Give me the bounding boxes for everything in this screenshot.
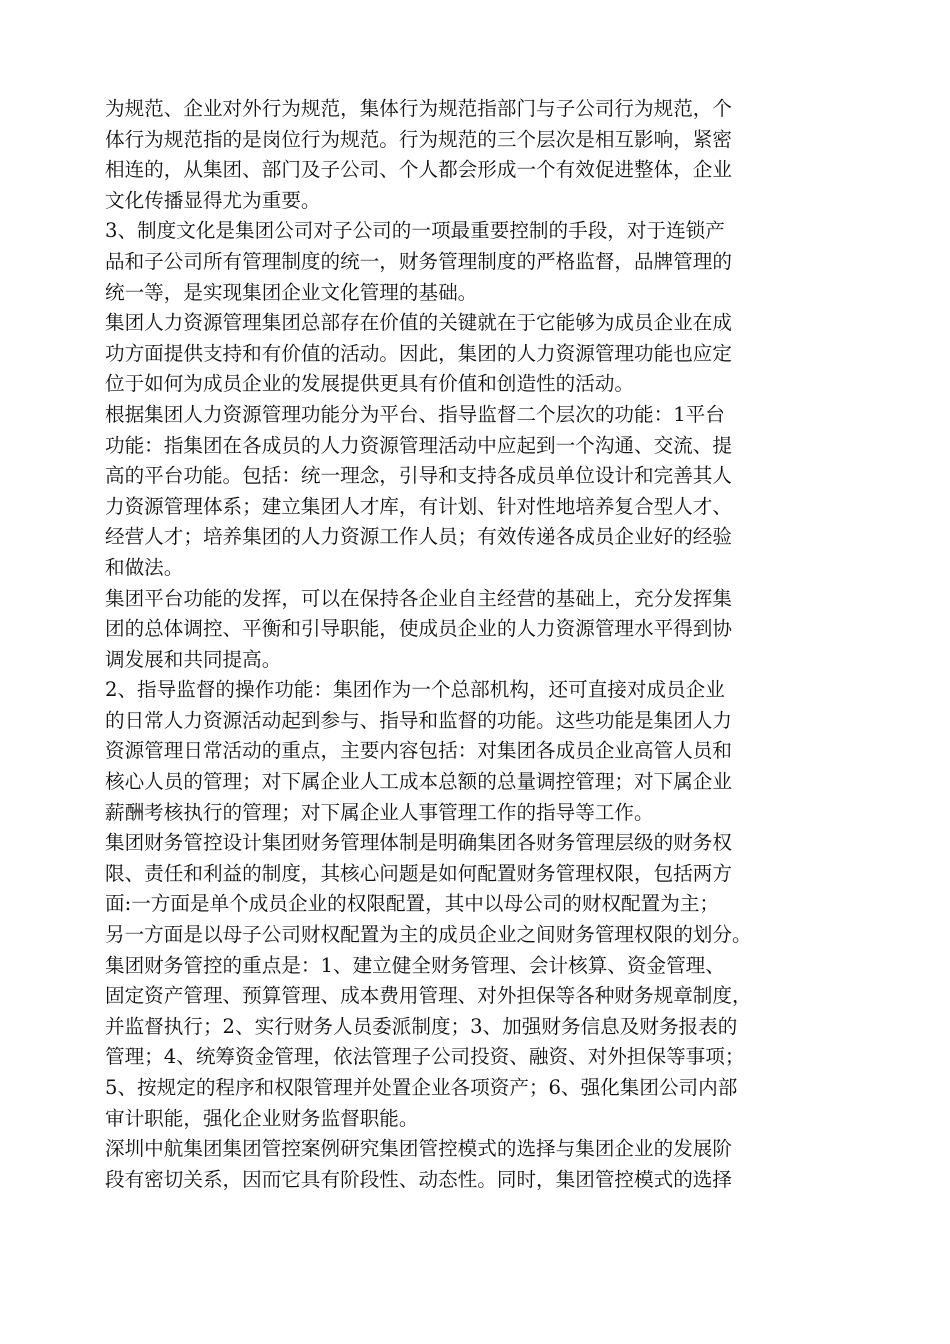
- text-line: 集团人力资源管理集团总部存在价值的关键就在于它能够为成员企业在成: [105, 311, 732, 335]
- text-line: 固定资产管理、预算管理、成本费用管理、对外担保等各种财务规章制度，: [105, 984, 752, 1008]
- text-line: 文化传播显得尤为重要。: [105, 188, 321, 212]
- text-line: 审计职能，强化企业财务监督职能。: [105, 1106, 419, 1130]
- text-line: 和做法。: [105, 555, 184, 579]
- text-line: 管理；4、统筹资金管理，依法管理子公司投资、融资、对外担保等事项；: [105, 1045, 745, 1069]
- text-line: 功能：指集团在各成员的人力资源管理活动中应起到一个沟通、交流、提: [105, 433, 732, 457]
- text-line: 功方面提供支持和有价值的活动。因此，集团的人力资源管理功能也应定: [105, 341, 732, 365]
- text-line: 段有密切关系，因而它具有阶段性、动态性。同时，集团管控模式的选择: [105, 1167, 732, 1191]
- text-line: 集团财务管控设计集团财务管理体制是明确集团各财务管理层级的财务权: [105, 831, 732, 855]
- text-line: 统一等，是实现集团企业文化管理的基础。: [105, 280, 478, 304]
- document-body: [105, 94, 857, 1195]
- text-line: 资源管理日常活动的重点，主要内容包括：对集团各成员企业高管人员和: [105, 739, 732, 763]
- text-line: 位于如何为成员企业的发展提供更具有价值和创造性的活动。: [105, 372, 635, 396]
- text-line: 薪酬考核执行的管理；对下属企业人事管理工作的指导等工作。: [105, 800, 654, 824]
- text-line: 品和子公司所有管理制度的统一，财务管理制度的严格监督，品牌管理的: [105, 249, 732, 273]
- text-line: 2、指导监督的操作功能：集团作为一个总部机构，还可直接对成员企业: [105, 678, 725, 702]
- text-line: 深圳中航集团集团管控案例研究集团管控模式的选择与集团企业的发展阶: [105, 1137, 732, 1161]
- text-line: 3、制度文化是集团公司对子公司的一项最重要控制的手段，对于连锁产: [105, 219, 725, 243]
- text-line: 团的总体调控、平衡和引导职能，使成员企业的人力资源管理水平得到协: [105, 617, 732, 641]
- text-line: 调发展和共同提高。: [105, 647, 282, 671]
- text-line: 集团平台功能的发挥，可以在保持各企业自主经营的基础上，充分发挥集: [105, 586, 732, 610]
- text-line: 限、责任和利益的制度，其核心问题是如何配置财务管理权限，包括两方: [105, 861, 732, 885]
- text-line: 核心人员的管理；对下属企业人工成本总额的总量调控管理；对下属企业: [105, 770, 732, 794]
- text-line: 相连的，从集团、部门及子公司、个人都会形成一个有效促进整体，企业: [105, 158, 732, 182]
- text-line: 根据集团人力资源管理功能分为平台、指导监督二个层次的功能：1平台: [105, 402, 725, 426]
- text-line: 经营人才；培养集团的人力资源工作人员；有效传递各成员企业好的经验: [105, 525, 732, 549]
- text-line: 的日常人力资源活动起到参与、指导和监督的功能。这些功能是集团人力: [105, 708, 732, 732]
- text-line: 5、按规定的程序和权限管理并处置企业各项资产；6、强化集团公司内部: [105, 1076, 738, 1099]
- text-line: 集团财务管控的重点是：1、建立健全财务管理、会计核算、资金管理、: [105, 953, 725, 977]
- text-line: 面:一方面是单个成员企业的权限配置，其中以母公司的财权配置为主；: [105, 892, 720, 916]
- text-line: 力资源管理体系；建立集团人才库，有计划、针对性地培养复合型人才、: [105, 494, 732, 518]
- text-line: 并监督执行；2、实行财务人员委派制度；3、加强财务信息及财务报表的: [105, 1014, 738, 1038]
- text-line: 另一方面是以母子公司财权配置为主的成员企业之间财务管理权限的划分。: [105, 923, 752, 947]
- text-line: 体行为规范指的是岗位行为规范。行为规范的三个层次是相互影响，紧密: [105, 127, 732, 151]
- text-line: 高的平台功能。包括：统一理念，引导和支持各成员单位设计和完善其人: [105, 464, 732, 488]
- text-line: 为规范、企业对外行为规范，集体行为规范指部门与子公司行为规范，个: [105, 97, 732, 120]
